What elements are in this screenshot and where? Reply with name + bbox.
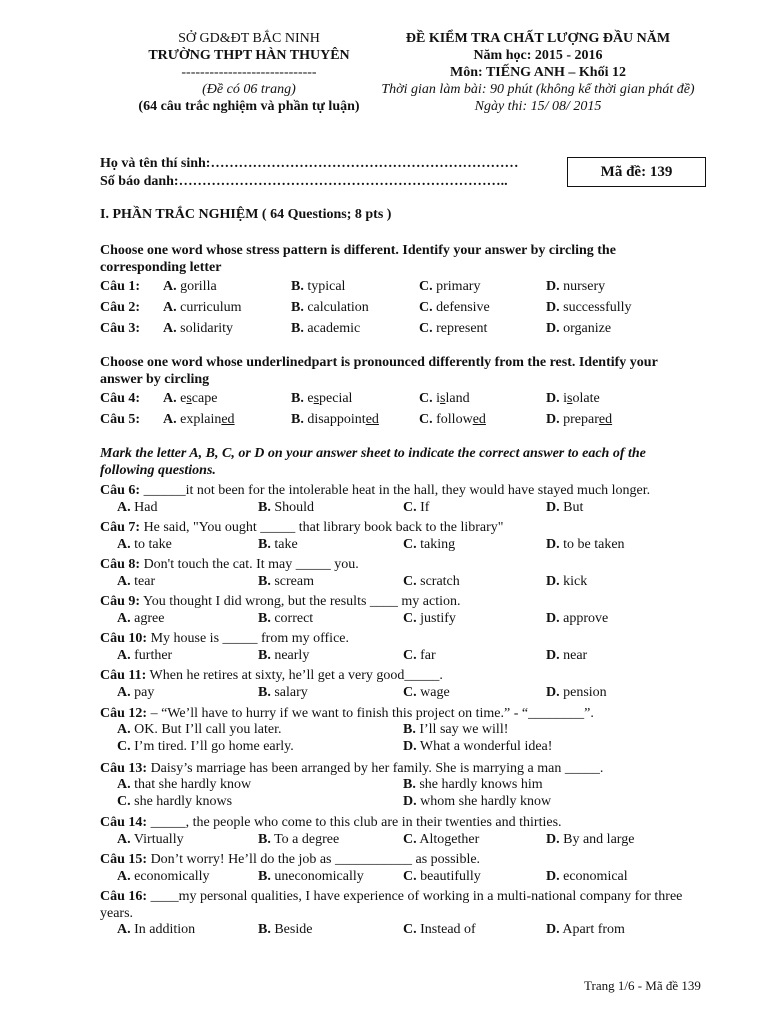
option-d[interactable]: D. prepared	[546, 412, 613, 427]
question-7-options: A. to take B. take C. taking D. to be taken	[117, 537, 625, 552]
option-d[interactable]: to be taken	[563, 537, 625, 552]
option-a[interactable]: In addition	[134, 922, 196, 937]
question-text: You thought I did wrong, but the results ____ my action.	[140, 594, 461, 609]
question-label: Câu 3:	[100, 321, 141, 336]
question-16	[100, 888, 702, 922]
question-6	[100, 482, 702, 499]
option-b[interactable]: B. academic	[291, 321, 361, 336]
time-limit: Thời gian làm bài: 90 phút (không kể thời gian phát đề)	[381, 82, 695, 97]
option-c[interactable]: taking	[420, 537, 456, 552]
option-c[interactable]: Instead of	[420, 922, 476, 937]
header-divider: -----------------------------	[181, 65, 317, 80]
question-label: Câu 6:	[100, 483, 141, 498]
instruction-multiple-choice: Mark the letter A, B, C, or D on your answer sheet to indicate the correct answer to each of the following questions.	[100, 446, 646, 478]
question-label: Câu 10:	[100, 631, 148, 646]
option-b[interactable]: Should	[274, 500, 315, 515]
question-15-options: A. economically B. uneconomically C. beautifully D. economical	[117, 869, 628, 884]
question-label: Câu 7:	[100, 520, 141, 535]
school-year: Năm học: 2015 - 2016	[473, 48, 603, 63]
option-c[interactable]: If	[420, 500, 430, 515]
option-c[interactable]: C. primary	[419, 279, 481, 294]
option-b[interactable]: take	[274, 537, 298, 552]
option-a[interactable]: pay	[134, 685, 155, 700]
option-d[interactable]: whom she hardly know	[420, 794, 552, 809]
candidate-name-line: Họ và tên thí sinh:…………………………………………………………	[100, 156, 519, 171]
question-label: Câu 13:	[100, 761, 148, 776]
question-text: When he retires at sixty, he’ll get a very good_____.	[146, 668, 443, 683]
school-name: TRƯỜNG THPT HÀN THUYÊN	[148, 48, 350, 63]
question-10	[100, 630, 702, 647]
option-d[interactable]: Apart from	[562, 922, 625, 937]
option-b[interactable]: salary	[274, 685, 308, 700]
pages-note: (Đề có 06 trang)	[202, 82, 296, 97]
question-label: Câu 9:	[100, 594, 141, 609]
option-c[interactable]: she hardly knows	[134, 794, 233, 809]
option-a[interactable]: Virtually	[133, 832, 184, 847]
section-title: I. PHẦN TRẮC NGHIỆM ( 64 Questions; 8 pts )	[100, 207, 392, 222]
question-row	[100, 321, 720, 339]
candidate-id-line: Số báo danh:……………………………………………………………..	[100, 174, 508, 189]
option-b[interactable]: To a degree	[274, 832, 340, 847]
question-9-options: A. agree B. correct C. justify D. approve	[117, 611, 609, 626]
question-row	[100, 279, 720, 297]
option-d[interactable]: By and large	[563, 832, 635, 847]
question-text: My house is _____ from my office.	[147, 631, 350, 646]
option-d[interactable]: D. nursery	[546, 279, 606, 294]
question-row	[100, 412, 720, 430]
exam-code: Mã đề: 139	[600, 163, 673, 180]
option-a[interactable]: that she hardly know	[134, 777, 252, 792]
option-d[interactable]: near	[563, 648, 588, 663]
question-12-options-row1: A. OK. But I’ll call you later. B. I’ll say we will!	[117, 722, 509, 737]
question-12	[100, 705, 702, 722]
question-text: ____my personal qualities, I have experience of working in a multi-national company for three years.	[100, 889, 683, 921]
option-a[interactable]: to take	[134, 537, 172, 552]
option-d[interactable]: What a wonderful idea!	[419, 739, 553, 754]
header-left	[118, 30, 380, 115]
question-11	[100, 667, 702, 684]
question-label: Câu 5:	[100, 412, 141, 427]
option-b[interactable]: nearly	[274, 648, 310, 663]
option-d[interactable]: But	[563, 500, 584, 515]
option-b[interactable]: uneconomically	[274, 869, 364, 884]
question-9	[100, 593, 702, 610]
question-14	[100, 814, 702, 831]
option-b[interactable]: correct	[274, 611, 314, 626]
question-14-options: A. Virtually B. To a degree C. Altogether D. By and large	[117, 832, 635, 847]
option-d[interactable]: D. organize	[546, 321, 612, 336]
option-b[interactable]: B. typical	[291, 279, 346, 294]
question-row	[100, 391, 720, 409]
question-label: Câu 1:	[100, 279, 141, 294]
option-c[interactable]: beautifully	[420, 869, 481, 884]
option-b[interactable]: scream	[274, 574, 314, 589]
option-b[interactable]: Beside	[274, 922, 313, 937]
option-c[interactable]: Altogether	[419, 832, 480, 847]
option-c[interactable]: justify	[420, 611, 456, 626]
option-d[interactable]: economical	[563, 869, 628, 884]
option-a[interactable]: A. explained	[163, 412, 235, 427]
question-label: Câu 4:	[100, 391, 141, 406]
question-text: _____, the people who come to this club are in their twenties and thirties.	[147, 815, 562, 830]
option-c[interactable]: far	[420, 648, 436, 663]
question-label: Câu 15:	[100, 852, 148, 867]
instruction-stress: Choose one word whose stress pattern is different. Identify your answer by circling the corresponding letter	[100, 243, 616, 275]
option-b[interactable]: B. especial	[291, 391, 353, 406]
option-a[interactable]: OK. But I’ll call you later.	[134, 722, 282, 737]
option-a[interactable]: further	[134, 648, 173, 663]
department-name: SỞ GD&ĐT BẮC NINH	[178, 31, 320, 46]
question-10-options: A. further B. nearly C. far D. near	[117, 648, 588, 663]
question-8-options: A. tear B. scream C. scratch D. kick	[117, 574, 588, 589]
option-d[interactable]: approve	[563, 611, 609, 626]
option-c[interactable]: scratch	[420, 574, 460, 589]
question-text: Don’t worry! He’ll do the job as ___________ as possible.	[147, 852, 481, 867]
question-text: He said, "You ought _____ that library book back to the library"	[140, 520, 504, 535]
question-label: Câu 16:	[100, 889, 148, 904]
question-text: – “We’ll have to hurry if we want to finish this project on time.” - “________”.	[147, 706, 594, 721]
option-c[interactable]: C. island	[419, 391, 470, 406]
option-b[interactable]: B. calculation	[291, 300, 369, 315]
question-label: Câu 14:	[100, 815, 148, 830]
exam-code-box	[567, 157, 706, 187]
question-7	[100, 519, 702, 536]
option-c[interactable]: C. defensive	[419, 300, 490, 315]
question-13-options-row2: C. she hardly knows D. whom she hardly know	[117, 794, 552, 809]
question-row	[100, 300, 720, 318]
question-12-options-row2: C. I’m tired. I’ll go home early. D. What a wonderful idea!	[117, 739, 553, 754]
option-c[interactable]: wage	[420, 685, 450, 700]
question-text: ______it not been for the intolerable heat in the hall, they would have stayed much longer.	[140, 483, 651, 498]
question-text: Daisy’s marriage has been arranged by her family. She is marrying a man _____.	[147, 761, 604, 776]
option-c[interactable]: C. represent	[419, 321, 488, 336]
option-a[interactable]: agree	[134, 611, 165, 626]
option-a[interactable]: A. escape	[163, 391, 218, 406]
question-13-options-row1: A. that she hardly know B. she hardly knows him	[117, 777, 543, 792]
exam-date: Ngày thi: 15/ 08/ 2015	[474, 99, 602, 114]
question-label: Câu 8:	[100, 557, 141, 572]
format-note: (64 câu trắc nghiệm và phần tự luận)	[138, 99, 360, 114]
option-a[interactable]: Had	[134, 500, 158, 515]
question-16-options: A. In addition B. Beside C. Instead of D. Apart from	[117, 922, 625, 937]
header-right	[358, 30, 718, 115]
option-a[interactable]: A. gorilla	[163, 279, 217, 294]
option-a[interactable]: A. curriculum	[163, 300, 242, 315]
candidate-info	[100, 155, 518, 191]
exam-title: ĐỀ KIỂM TRA CHẤT LƯỢNG ĐẦU NĂM	[405, 31, 671, 46]
question-11-options: A. pay B. salary C. wage D. pension	[117, 685, 607, 700]
option-d[interactable]: kick	[563, 574, 588, 589]
option-d[interactable]: D. isolate	[546, 391, 600, 406]
option-a[interactable]: tear	[134, 574, 156, 589]
question-label: Câu 2:	[100, 300, 141, 315]
subject-line: Môn: TIẾNG ANH – Khối 12	[450, 65, 626, 80]
question-15	[100, 851, 702, 868]
question-text: Don't touch the cat. It may _____ you.	[140, 557, 359, 572]
question-label: Câu 11:	[100, 668, 147, 683]
option-b[interactable]: she hardly knows him	[419, 777, 543, 792]
option-c[interactable]: C. followed	[419, 412, 486, 427]
question-8	[100, 556, 702, 573]
question-6-options: A. Had B. Should C. If D. But	[117, 500, 584, 515]
option-c[interactable]: I’m tired. I’ll go home early.	[134, 739, 294, 754]
option-b[interactable]: I’ll say we will!	[419, 722, 509, 737]
option-a[interactable]: A. solidarity	[163, 321, 234, 336]
option-b[interactable]: B. disappointed	[291, 412, 379, 427]
page-footer: Trang 1/6 - Mã đề 139	[584, 978, 701, 993]
option-d[interactable]: D. successfully	[546, 300, 632, 315]
option-d[interactable]: pension	[563, 685, 607, 700]
question-13	[100, 760, 702, 777]
option-a[interactable]: economically	[134, 869, 210, 884]
instruction-pronunciation: Choose one word whose underlinedpart is pronounced differently from the rest. Identify your answer by circling	[100, 355, 658, 387]
question-label: Câu 12:	[100, 706, 148, 721]
